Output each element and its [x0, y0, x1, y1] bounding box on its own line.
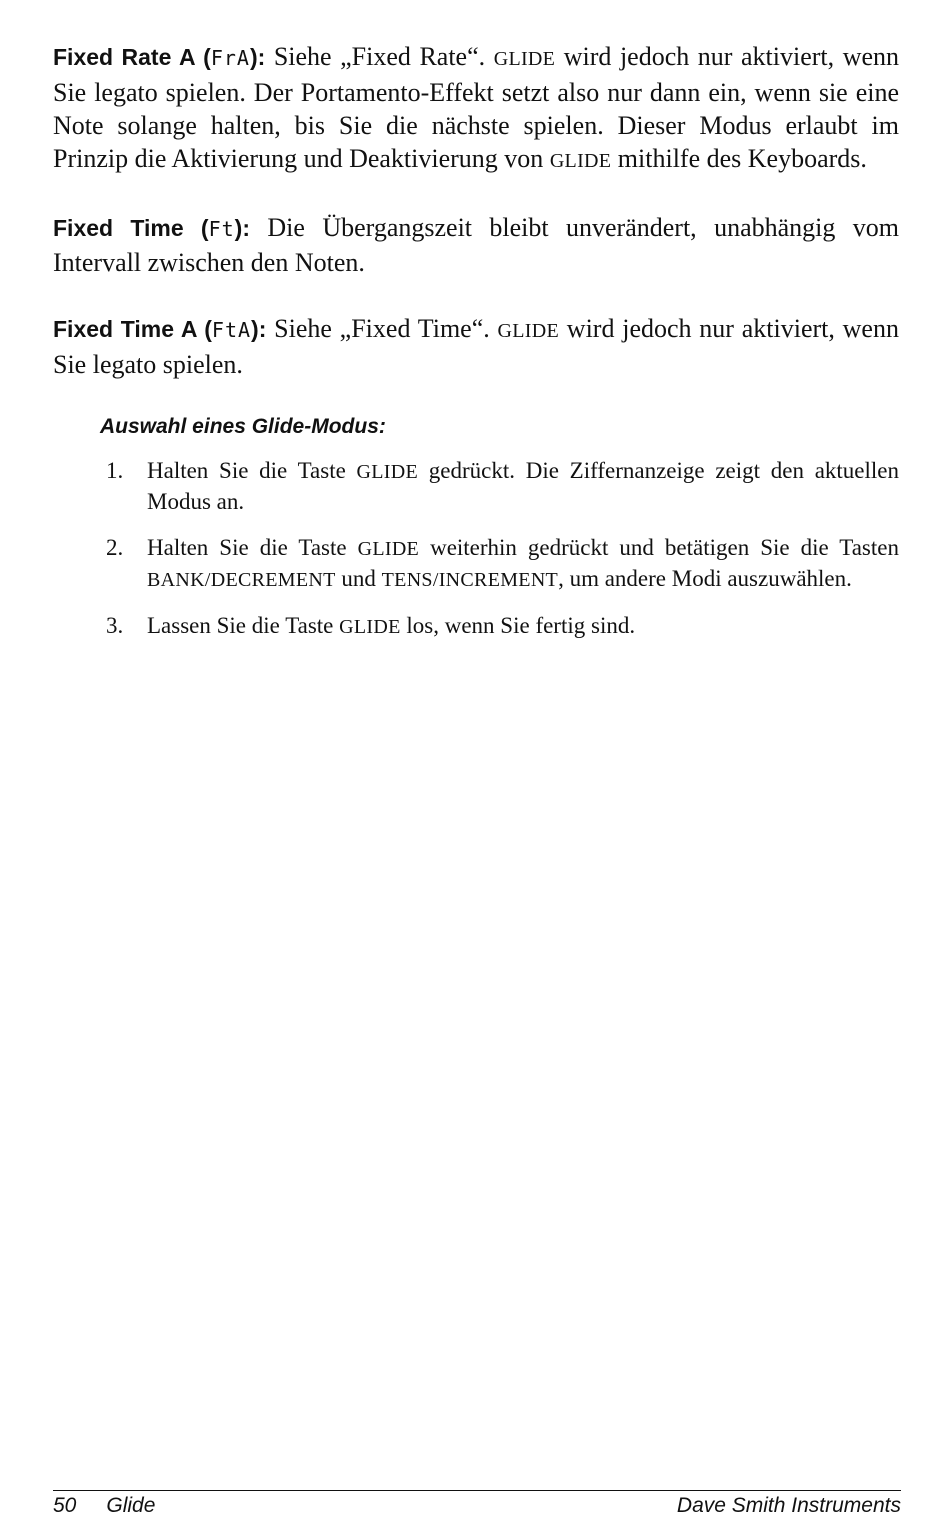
paragraph-fixed-time-a: Fixed Time A (FtA): Siehe „Fixed Time“. GLIDE wird jedoch nur aktiviert, wenn Sie legato spielen.	[53, 314, 899, 379]
procedure-step: 1. Halten Sie die Taste GLIDE gedrückt. Die Ziffernanzeige zeigt den aktuellen Modus an.	[106, 458, 899, 514]
page-footer	[53, 1490, 901, 1518]
term-fixed-time: Fixed Time (Ft):	[53, 215, 250, 241]
footer-left	[53, 1494, 155, 1518]
paragraph-fixed-time: Fixed Time (Ft): Die Übergangszeit bleibt unverändert, unabhängig vom Intervall zwischen den Noten.	[53, 213, 899, 277]
term-fixed-time-a: Fixed Time A (FtA):	[53, 316, 267, 342]
paragraph-fixed-rate-a: Fixed Rate A (FrA): Siehe „Fixed Rate“. GLIDE wird jedoch nur aktiviert, wenn Sie legato spielen. Der Portamento-Effekt setzt also nur dann ein, wenn sie eine Note solange halten, bis Sie die nächste spielen. Dieser Modus erlaubt im Prinzip die Aktivierung und Deaktivierung von GLIDE mithilfe des Keyboards.	[53, 42, 900, 173]
procedure-heading: Auswahl eines Glide-Modus:	[100, 415, 386, 438]
procedure-step: 3. Lassen Sie die Taste GLIDE los, wenn Sie fertig sind.	[100, 611, 899, 642]
procedure-step: 2. Halten Sie die Taste GLIDE weiterhin gedrückt und betätigen Sie die Tasten BANK/DECREMENT und TENS/INCREMENT, um andere Modi auszuwählen.	[106, 535, 899, 591]
step-number: 2.	[106, 535, 124, 560]
key-name: GLIDE	[497, 320, 560, 342]
display-code: FrA	[210, 46, 250, 70]
display-code: FtA	[211, 318, 252, 342]
key-name: TENS/INCREMENT	[381, 569, 559, 591]
page-number: 50	[53, 1494, 77, 1517]
key-name: GLIDE	[357, 538, 420, 560]
display-code: Ft	[208, 217, 235, 241]
key-name: GLIDE	[356, 461, 419, 483]
term-fixed-rate-a: Fixed Rate A (FrA):	[53, 44, 266, 70]
step-number: 1.	[106, 458, 124, 483]
page-content	[53, 40, 899, 658]
chapter-title: Glide	[106, 1494, 156, 1517]
key-name: BANK/DECREMENT	[147, 569, 336, 591]
procedure-steps	[100, 456, 899, 642]
step-number: 3.	[106, 613, 124, 638]
key-name: GLIDE	[339, 616, 401, 638]
key-name: GLIDE	[493, 48, 556, 70]
key-name: GLIDE	[549, 150, 612, 172]
publisher-name: Dave Smith Instruments	[676, 1494, 901, 1517]
